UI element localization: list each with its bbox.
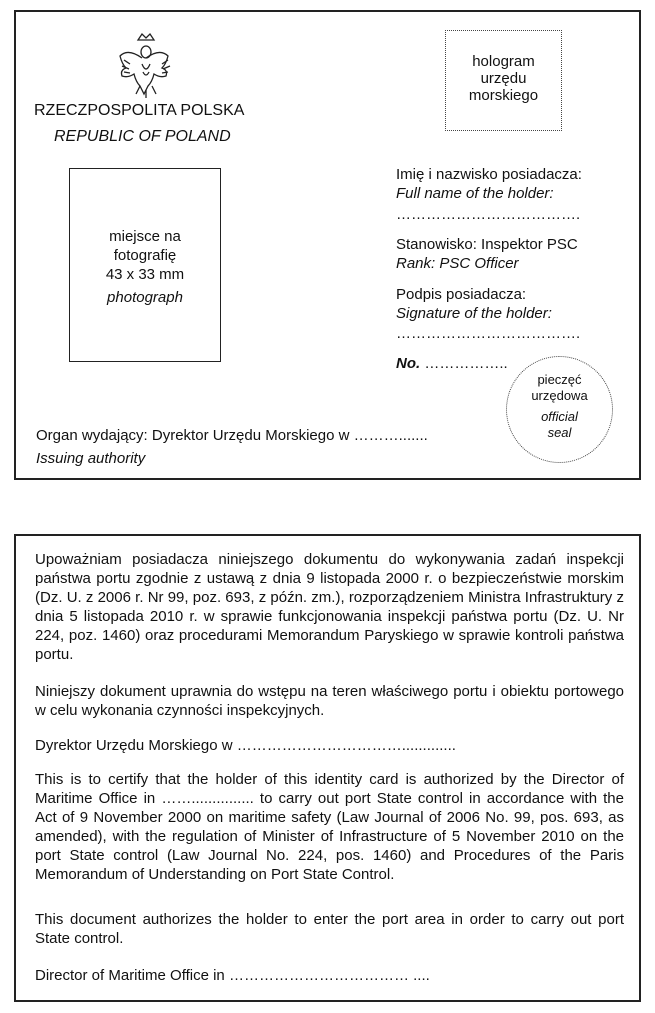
rank-label-en: Rank: PSC Officer: [396, 255, 519, 272]
number-field: ……………..: [424, 355, 508, 372]
authorization-paragraph-pl: Upoważniam posiadacza niniejszego dokumentu do wykonywania zadań inspekcji państwa portu zgodnie z ustawą z dnia 9 listopada 2000 r. o bezpieczeństwie morskim (Dz. U. z 2006 r. Nr 99, poz. 693, z późn. zm.), rozporządzeniem Ministra Infrastruktury z dnia 5 listopada 2010 r. w sprawie funkcjonowania inspekcji państwa portu (Dz. U. Nr 224, poz. 1460) oraz procedurami Memorandum Paryskiego w sprawie kontroli państwa portu.: [35, 551, 624, 663]
access-paragraph-en: This document authorizes the holder to enter the port area in order to carry out port State control.: [35, 911, 624, 947]
hologram-line: hologram: [472, 53, 535, 70]
country-name-en: REPUBLIC OF POLAND: [54, 128, 231, 145]
photo-label-en: photograph: [107, 289, 183, 306]
signature-label-en: Signature of the holder:: [396, 305, 552, 322]
hologram-line: morskiego: [468, 87, 539, 104]
country-name-pl: RZECZPOSPOLITA POLSKA: [34, 102, 245, 119]
polish-eagle-emblem-icon: [116, 30, 176, 100]
id-card-back: [14, 534, 641, 1002]
document-number[interactable]: [396, 355, 508, 372]
seal-line: urzędowa: [531, 388, 588, 403]
access-paragraph-pl: Niniejszy dokument uprawnia do wstępu na teren właściwego portu i obiektu portowego w celu wykonania czynności inspekcyjnych.: [35, 683, 624, 719]
signature-label-pl: Podpis posiadacza:: [396, 286, 527, 303]
photo-label-line: miejsce na: [109, 228, 181, 245]
hologram-box: [445, 30, 562, 131]
photo-label-line: fotografię: [113, 247, 177, 264]
seal-line-en: official: [541, 409, 578, 424]
signature-field[interactable]: ……………………………….: [396, 325, 581, 342]
seal-line: pieczęć: [537, 372, 582, 387]
rank-label-pl: Stanowisko: Inspektor PSC: [396, 236, 578, 253]
issuing-authority-pl: Organ wydający: Dyrektor Urzędu Morskiego w ……….......: [36, 427, 428, 444]
holder-name-field[interactable]: ……………………………….: [396, 206, 581, 223]
official-seal-circle: [506, 356, 613, 463]
director-line-en: Director of Maritime Office in ……………………………… ....: [35, 967, 430, 984]
number-label: No.: [396, 355, 421, 372]
photo-label-line: 43 x 33 mm: [105, 266, 185, 283]
director-line-pl: Dyrektor Urzędu Morskiego w …………………………….............: [35, 737, 456, 754]
holder-name-label-pl: Imię i nazwisko posiadacza:: [396, 166, 582, 183]
issuing-authority-en: Issuing authority: [36, 450, 146, 467]
id-card-front: [14, 10, 641, 480]
holder-name-label-en: Full name of the holder:: [396, 185, 554, 202]
hologram-line: urzędu: [480, 70, 527, 87]
certification-paragraph-en: This is to certify that the holder of this identity card is authorized by the Director of Maritime Office in ……............... to carry out port State control in accordance with the Act of 9 November 2000 on maritime safety (Law Journal of 2006 No. 99, pos. 693, as amended), with the regulation of Minister of Infrastructure of 5 November 2010 on the port State control (Law Journal No. 224, pos. 1460) and Procedures of the Paris Memorandum of Understanding on Port State Control.: [35, 771, 624, 883]
photo-placeholder: [69, 168, 221, 362]
seal-line-en: seal: [547, 425, 572, 440]
